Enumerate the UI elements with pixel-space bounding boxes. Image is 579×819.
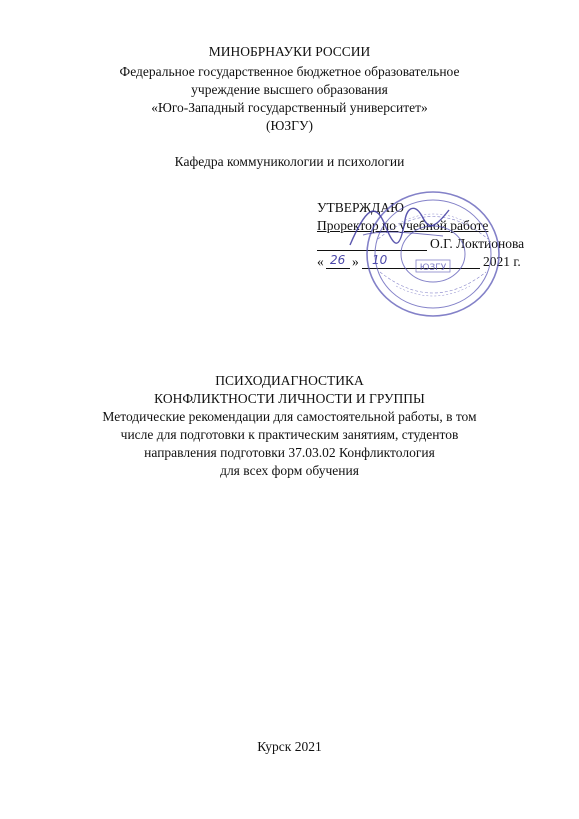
stamp-center-text: ЮЗГУ — [419, 263, 447, 273]
document-description-line-3: направления подготовки 37.03.02 Конфликтология — [144, 445, 435, 460]
document-description-line-2: числе для подготовки к практическим занятиям, студентов — [120, 427, 459, 442]
approval-signatory: О.Г. Локтионова — [430, 236, 525, 251]
document-description-line-4: для всех форм обучения — [220, 463, 359, 478]
department-name: Кафедра коммуникологии и психологии — [174, 154, 405, 169]
ministry-title: МИНОБРНАУКИ РОССИИ — [208, 44, 371, 59]
approval-position: Проректор по учебной работе — [317, 218, 489, 233]
approval-label: УТВЕРЖДАЮ — [317, 200, 405, 215]
university-abbreviation: (ЮЗГУ) — [266, 118, 313, 133]
approval-date-close: » — [352, 254, 359, 269]
approval-date-open: « — [317, 254, 324, 269]
signature — [345, 190, 455, 270]
document-title-line-1: ПСИХОДИАГНОСТИКА — [215, 373, 364, 388]
approval-year: 2021 г. — [483, 254, 521, 269]
document-title-line-2: КОНФЛИКТНОСТИ ЛИЧНОСТИ И ГРУППЫ — [154, 391, 425, 406]
organization-line-2: учреждение высшего образования — [191, 82, 388, 97]
document-description-line-1: Методические рекомендации для самостоятельной работы, в том — [102, 409, 477, 424]
approval-month: 10 — [372, 253, 388, 267]
approval-day: 26 — [330, 253, 346, 267]
university-name: «Юго-Западный государственный университет» — [151, 100, 428, 115]
organization-line-1: Федеральное государственное бюджетное образовательное — [119, 64, 460, 79]
city-year: Курск 2021 — [257, 739, 322, 754]
